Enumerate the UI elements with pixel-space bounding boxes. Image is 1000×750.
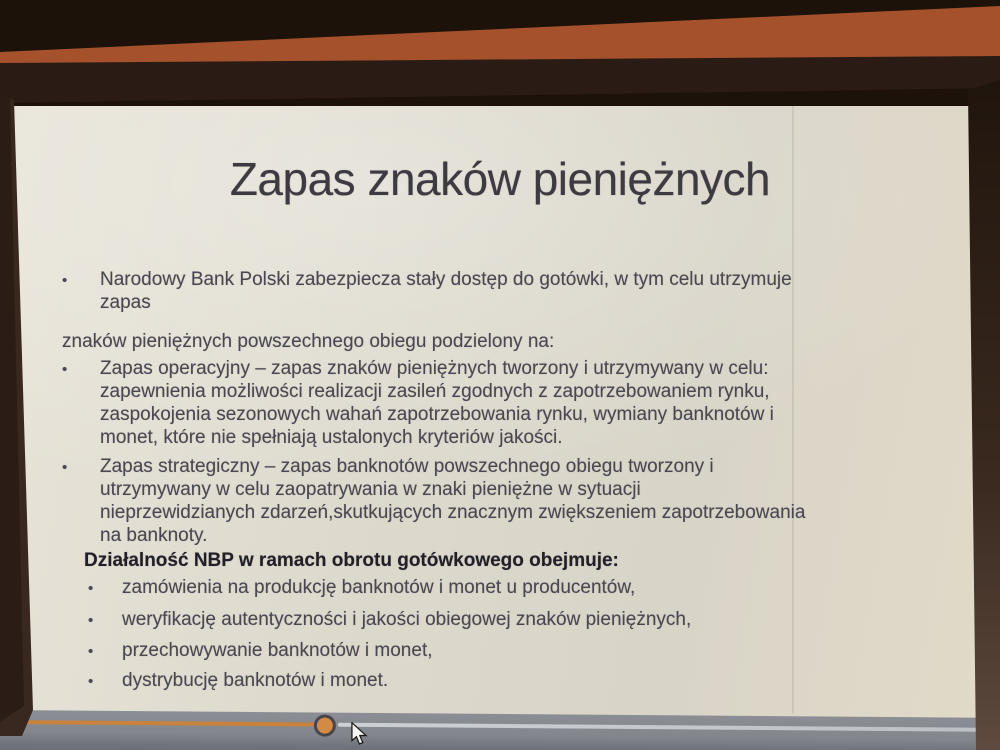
bullet-item [62, 268, 960, 314]
continuation-line [62, 330, 960, 353]
heading-text: Działalność NBP w ramach obrotu gotówkowego obejmuje: [84, 550, 619, 571]
bullet-item [62, 455, 960, 547]
bullet-text: zamówienia na produkcję banknotów i monet u producentów, [122, 577, 636, 598]
monitor-left-bezel [0, 96, 40, 736]
bullet-item [88, 608, 960, 632]
section-heading [84, 549, 960, 572]
bullet-icon: • [88, 673, 94, 690]
bullet-icon: • [88, 580, 94, 597]
bullet-item [62, 357, 960, 449]
bullet-icon: • [62, 459, 68, 476]
bullet-text: znaków pieniężnych powszechnego obiegu podzielony na: [62, 331, 555, 352]
bullet-item [88, 669, 960, 693]
slide-area [0, 86, 1000, 750]
bullet-icon: • [62, 361, 68, 378]
mouse-cursor [350, 722, 368, 746]
bullet-text: Zapas operacyjny – zapas znaków pieniężnych tworzony i utrzymywany w celu: zapewnienia możliwości realizacji zasileń zgodnych z zapotrzebowaniem rynku, zaspokojenia sezonowych wahań zapotrzebowania rynku, wymiany banknotów i monet, które nie spełniają ustalonych kryteriów jakości. [100, 358, 774, 448]
bullet-item [88, 639, 960, 663]
bullet-icon: • [88, 643, 94, 660]
monitor-top-bezel [0, 0, 1000, 106]
seek-bar[interactable] [0, 710, 1000, 750]
bullet-text: weryfikację autentyczności i jakości obiegowej znaków pieniężnych, [122, 609, 692, 630]
monitor-right-bezel [960, 80, 1000, 750]
bullet-text: Narodowy Bank Polski zabezpiecza stały dostęp do gotówki, w tym celu utrzymuje zapas [100, 269, 792, 313]
slide-title: Zapas znaków pieniężnych [229, 153, 771, 205]
bullet-text: Zapas strategiczny – zapas banknotów powszechnego obiegu tworzony i utrzymywany w celu zaopatrywania w znaki pieniężne w sytuacji nieprzewidzianych zdarzeń,skutkujących znacznym zwiększeniem zapotrzebowania na banknoty. [100, 456, 806, 546]
seek-bar-played [0, 720, 322, 727]
bullet-icon: • [88, 612, 94, 629]
bullet-text: przechowywanie banknotów i monet, [122, 640, 433, 661]
seek-knob[interactable] [314, 714, 336, 736]
slide-body [62, 268, 960, 693]
bullet-text: dystrybucję banknotów i monet. [122, 670, 389, 691]
seek-bar-remaining [338, 723, 1000, 732]
bullet-item [88, 576, 960, 600]
bullet-icon: • [62, 272, 68, 289]
